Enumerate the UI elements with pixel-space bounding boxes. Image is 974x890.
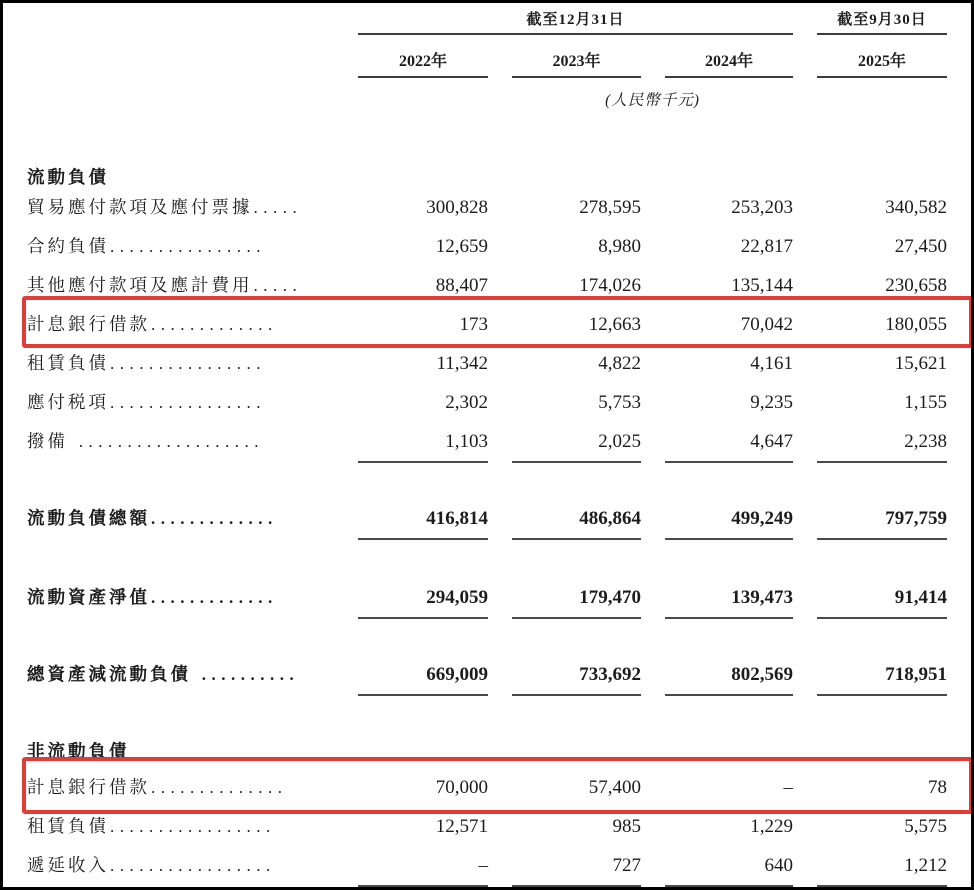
cell-value-2025: 5,575	[904, 816, 947, 837]
dot-leader: .............	[151, 509, 278, 528]
dot-leader: ...................	[69, 432, 264, 451]
year-2023: 2023年	[512, 52, 641, 78]
cell-value-2023: 179,470	[512, 579, 641, 619]
cell-value-2022: 12,659	[435, 236, 488, 257]
cell-value-2023: 278,595	[579, 197, 641, 218]
cell-value-2025: 91,414	[817, 579, 947, 619]
cell-value-2023: 985	[612, 816, 641, 837]
year-2022: 2022年	[358, 52, 488, 78]
cell-value-2025: 340,582	[885, 197, 947, 218]
cell-value-2023: 5,753	[598, 392, 641, 413]
year-header-row	[3, 52, 971, 78]
dot-leader: .............	[151, 588, 278, 607]
cell-value-2022: 12,571	[435, 816, 488, 837]
cell-value-2023: 486,864	[512, 500, 641, 540]
cell-value-2024: 640	[665, 847, 793, 887]
cell-value-2022: 173	[459, 314, 488, 335]
cell-value-2023: 12,663	[588, 314, 641, 335]
cell-value-2025: 15,621	[894, 353, 947, 374]
table-row-net-current-assets	[3, 578, 971, 619]
cell-value-2024: 4,647	[665, 423, 793, 463]
row-label: 流動資產淨值.............	[27, 587, 278, 607]
section-non-current-liabilities	[3, 740, 971, 762]
table-row-lease-liabilities-non-current	[3, 807, 971, 846]
year-2025: 2025年	[817, 52, 947, 78]
currency-unit-note: (人民幣千元)	[605, 92, 700, 109]
cell-value-2023: 174,026	[579, 275, 641, 296]
row-label: 總資產減流動負債 ..........	[27, 664, 300, 684]
cell-value-2022: –	[358, 847, 488, 887]
table-row-lease-liabilities-current	[3, 344, 971, 383]
cell-value-2025: 797,759	[817, 500, 947, 540]
row-label: 租賃負債.................	[27, 816, 276, 836]
cell-value-2025: 1,155	[904, 392, 947, 413]
cell-value-2022: 294,059	[358, 579, 488, 619]
cell-value-2023: 2,025	[512, 423, 641, 463]
cell-value-2025: 180,055	[885, 314, 947, 335]
dot-leader: .................	[110, 817, 276, 836]
table-row-total-assets-less-current-liabilities	[3, 655, 971, 696]
dot-leader: ..............	[151, 778, 288, 797]
cell-value-2024: 135,144	[731, 275, 793, 296]
cell-value-2025: 230,658	[885, 275, 947, 296]
section-current-liabilities	[3, 166, 971, 188]
cell-value-2024: –	[783, 777, 793, 798]
row-label: 應付税項................	[27, 392, 266, 412]
table-row-interest-bearing-bank-borrowings-current	[3, 305, 971, 344]
cell-value-2022: 11,342	[436, 353, 488, 374]
cell-value-2024: 9,235	[750, 392, 793, 413]
row-label: 計息銀行借款..............	[27, 777, 288, 797]
dot-leader: .............	[151, 315, 278, 334]
table-row-trade-payables	[3, 188, 971, 227]
section-heading: 非流動負債	[27, 741, 130, 761]
table-row-total-current-liabilities	[3, 499, 971, 540]
cell-value-2025: 78	[928, 777, 947, 798]
table-row-provisions	[3, 422, 971, 463]
cell-value-2022: 70,000	[435, 777, 488, 798]
cell-value-2023: 57,400	[588, 777, 641, 798]
dot-leader: ................	[110, 354, 266, 373]
cell-value-2024: 22,817	[740, 236, 793, 257]
cell-value-2025: 718,951	[817, 656, 947, 696]
table-row-tax-payable	[3, 383, 971, 422]
cell-value-2024: 1,229	[750, 816, 793, 837]
row-label: 貿易應付款項及應付票據.....	[27, 197, 303, 217]
cell-value-2023: 8,980	[598, 236, 641, 257]
table-row-contract-liabilities	[3, 227, 971, 266]
row-label: 其他應付款項及應計費用.....	[27, 275, 303, 295]
row-label: 遞延收入.................	[27, 855, 276, 875]
dot-leader: ..........	[192, 665, 300, 684]
dot-leader: .................	[110, 856, 276, 875]
section-heading: 流動負債	[27, 167, 109, 187]
cell-value-2022: 300,828	[426, 197, 488, 218]
cell-value-2023: 733,692	[512, 656, 641, 696]
row-label: 租賃負債................	[27, 353, 266, 373]
cell-value-2024: 70,042	[740, 314, 793, 335]
cell-value-2022: 2,302	[445, 392, 488, 413]
table-row-deferred-income	[3, 846, 971, 887]
cell-value-2024: 139,473	[665, 579, 793, 619]
table-row-other-payables	[3, 266, 971, 305]
dot-leader: ................	[110, 237, 266, 256]
cell-value-2022: 669,009	[358, 656, 488, 696]
cell-value-2023: 4,822	[598, 353, 641, 374]
row-label: 計息銀行借款.............	[27, 314, 278, 334]
cell-value-2025: 27,450	[894, 236, 947, 257]
cell-value-2024: 802,569	[665, 656, 793, 696]
dot-leader: .....	[253, 198, 303, 217]
period-group-dec31: 截至12月31日	[358, 11, 793, 35]
period-group-sep30: 截至9月30日	[817, 11, 947, 35]
row-label: 撥備 ...................	[27, 431, 264, 451]
table-row-interest-bearing-bank-borrowings-non-current	[3, 768, 971, 807]
row-label: 流動負債總額.............	[27, 508, 278, 528]
dot-leader: .....	[253, 276, 303, 295]
cell-value-2022: 88,407	[435, 275, 488, 296]
cell-value-2025: 2,238	[817, 423, 947, 463]
cell-value-2024: 253,203	[731, 197, 793, 218]
unit-note-row	[3, 91, 971, 110]
cell-value-2024: 4,161	[750, 353, 793, 374]
cell-value-2022: 416,814	[358, 500, 488, 540]
cell-value-2023: 727	[512, 847, 641, 887]
year-2024: 2024年	[665, 52, 793, 78]
cell-value-2025: 1,212	[817, 847, 947, 887]
period-header-row	[3, 11, 971, 35]
cell-value-2024: 499,249	[665, 500, 793, 540]
dot-leader: ................	[110, 393, 266, 412]
cell-value-2022: 1,103	[358, 423, 488, 463]
row-label: 合約負債................	[27, 236, 266, 256]
